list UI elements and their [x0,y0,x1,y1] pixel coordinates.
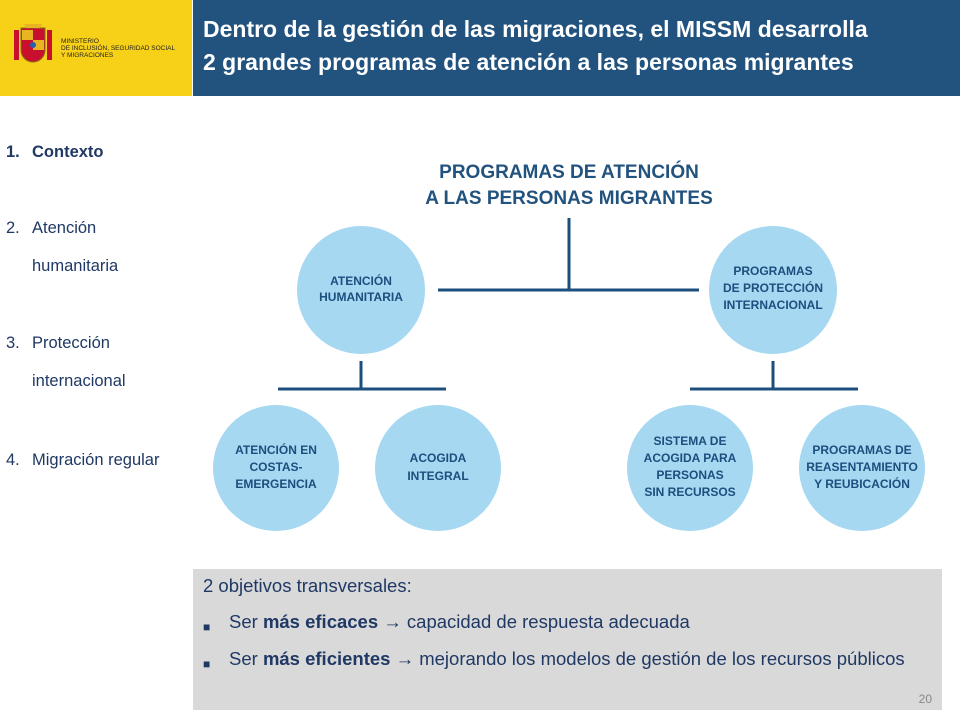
square-bullet-icon: ■ [203,657,211,671]
objective-text [229,609,929,634]
toc-label: Contexto [32,143,104,161]
node-label-line: ATENCIÓN [330,274,392,288]
objective-rest: mejorando los modelos de gestión de los recursos públicos [414,648,905,669]
toc-label: Migración regular [32,451,160,469]
arrow-right-icon: → [383,611,402,632]
node-label-line: SIN RECURSOS [644,485,736,499]
node-label-line: REASENTAMIENTO [806,460,918,474]
programs-diagram [193,96,960,566]
toc-number: 2. [6,219,20,237]
title-line-1: Dentro de la gestión de las migraciones, el MISSM desarrolla [203,16,868,42]
node-label-line: PERSONAS [656,468,724,482]
objectives-heading: 2 objetivos transversales: [203,575,412,596]
node-acogida-integral [375,405,501,531]
page-title [203,13,953,79]
spain-coat-of-arms-icon [12,22,54,68]
toc-number: 1. [6,143,20,161]
objective-prefix: Ser [229,648,263,669]
toc-label: Atención humanitaria [32,219,119,275]
node-label-line: ACOGIDA [409,451,467,465]
node-reasentamiento [799,405,925,531]
programs-diagram-svg [193,96,960,566]
objective-bold: más eficaces [262,611,379,632]
node-atencion-humanitaria [297,226,425,354]
header-bar [193,0,960,96]
node-costas-emergencia [213,405,339,531]
node-label-line: HUMANITARIA [319,290,403,304]
title-line-2: 2 grandes programas de atención a las personas migrantes [203,49,854,75]
objective-bold: más eficientes [262,648,391,669]
node-label-line: COSTAS- [249,460,303,474]
toc-number: 4. [6,451,20,469]
node-label-line: SISTEMA DE [653,434,727,448]
square-bullet-icon: ■ [203,620,211,634]
node-circle [375,405,501,531]
arrow-right-icon: → [395,648,415,669]
objective-rest: capacidad de respuesta adecuada [401,611,690,632]
node-label-line: INTERNACIONAL [723,298,823,312]
node-label-line: INTEGRAL [407,469,469,483]
objectives-box [193,569,942,710]
node-label-line: EMERGENCIA [235,477,317,491]
diagram-title-line-1: PROGRAMAS DE ATENCIÓN [439,162,699,183]
node-label-line: PROGRAMAS DE [812,443,912,457]
objective-prefix: Ser [229,611,263,632]
objective-text [229,646,929,671]
diagram-title-line-2: A LAS PERSONAS MIGRANTES [425,188,713,209]
node-label-line: PROGRAMAS [733,264,813,278]
toc-number: 3. [6,334,20,352]
node-label-line: Y REUBICACIÓN [814,477,910,491]
node-proteccion-internacional [709,226,837,354]
node-sistema-acogida [627,405,753,531]
page-number: 20 [918,692,932,706]
toc-label: Protección internacional [32,334,126,390]
node-label-line: ACOGIDA PARA [643,451,737,465]
node-label-line: DE PROTECCIÓN [722,281,824,295]
ministry-name: MINISTERIO DE INCLUSIÓN, SEGURIDAD SOCIAL Y MIGRACIONES [61,38,176,59]
node-label-line: ATENCIÓN EN [235,443,317,457]
ministry-logo [0,0,192,96]
